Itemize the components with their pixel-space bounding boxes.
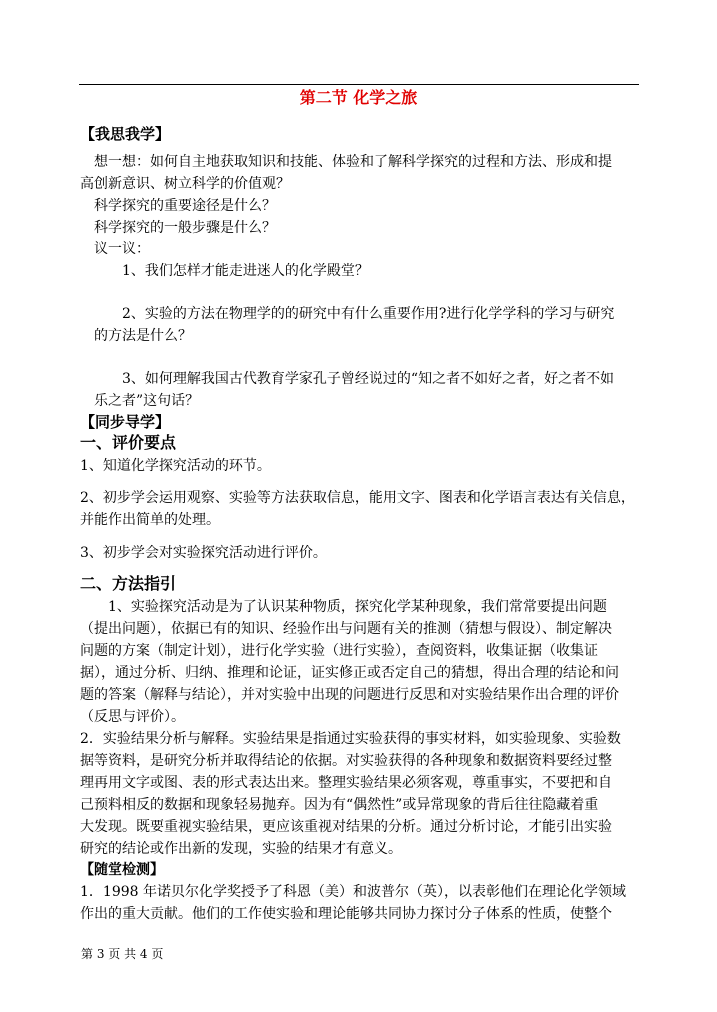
text-line: 想一想：如何自主地获取知识和技能、体验和了解科学探究的过程和方法、形成和提	[94, 154, 612, 170]
text-line: 3、初步学会对实验探究活动进行评价。	[80, 545, 327, 561]
text-line: 乐之者”这句话？	[94, 393, 200, 409]
text-line: 2、初步学会运用观察、实验等方法获取信息，能用文字、图表和化学语言表达有关信息，	[80, 490, 635, 506]
text-line: 1、知道化学探究活动的环节。	[80, 458, 271, 474]
text-line: 高创新意识、树立科学的价值观？	[80, 176, 290, 192]
text-line: 题的答案（解释与结论），并对实验中出现的问题进行反思和对实验结果作出合理的评价	[80, 687, 619, 703]
text-line: （提出问题），依据已有的知识、经验作出与问题有关的推测（猜想与假设）、制定解决	[80, 621, 612, 637]
subheading-method: 二、方法指引	[80, 574, 177, 593]
header-rule	[79, 84, 639, 85]
text-line: 问题的方案（制定计划），进行化学实验（进行实验），查阅资料，收集证据（收集证	[80, 643, 598, 659]
text-line: 研究的结论或作出新的发现，实验的结果才有意义。	[80, 841, 402, 857]
text-line: 1、我们怎样才能走进迷人的化学殿堂？	[122, 263, 369, 279]
text-line: 3、如何理解我国古代教育学家孔子曾经说过的“知之者不如好之者，好之者不如	[122, 371, 615, 387]
text-line: 据等资料，是研究分析并取得结论的依据。对实验获得的各种现象和数据资料要经过整	[80, 753, 612, 769]
text-line: 作出的重大贡献。他们的工作使实验和理论能够共同协力探讨分子体系的性质，使整个	[80, 906, 612, 922]
text-line: 据），通过分析、归纳、推理和论证，证实修正或否定自己的猜想，得出合理的结论和问	[80, 665, 619, 681]
text-line: 己预料相反的数据和现象轻易抛弃。因为有“偶然性”或异常现象的背后往往隐藏着重	[80, 797, 599, 813]
text-line: 大发现。既要重视实验结果，更应该重视对结果的分析。通过分析讨论，才能引出实验	[80, 819, 612, 835]
text-line: 科学探究的重要途径是什么？	[94, 198, 276, 214]
text-line: 科学探究的一般步骤是什么？	[94, 220, 276, 236]
text-line: 1、实验探究活动是为了认识某种物质，探究化学某种现象，我们常常要提出问题	[108, 599, 607, 615]
text-line: （反思与评价）。	[80, 709, 185, 725]
text-line: 议一议：	[94, 241, 150, 257]
section-heading-sync: 【同步导学】	[80, 413, 171, 431]
text-line: 的方法是什么？	[94, 328, 192, 344]
text-line: 并能作出简单的处理。	[80, 512, 220, 528]
text-line: 2、实验的方法在物理学的的研究中有什么重要作用?进行化学学科的学习与研究	[122, 306, 615, 322]
text-line: 理再用文字或图、表的形式表达出来。整理实验结果必须客观，尊重事实，不要把和自	[80, 775, 612, 791]
text-line: 2．实验结果分析与解释。实验结果是指通过实验获得的事实材料，如实验现象、实验数	[80, 731, 621, 747]
page-title: 第二节 化学之旅	[299, 88, 418, 107]
subheading-eval: 一、评价要点	[80, 433, 177, 452]
text-line: 1．1998 年诺贝尔化学奖授予了科恩（美）和波普尔（英），以表彰他们在理论化学领域	[80, 884, 626, 900]
page-footer: 第 3 页 共 4 页	[81, 947, 164, 961]
section-heading-quiz: 【随堂检测】	[80, 862, 164, 878]
section-heading-thinking: 【我思我学】	[80, 125, 171, 143]
